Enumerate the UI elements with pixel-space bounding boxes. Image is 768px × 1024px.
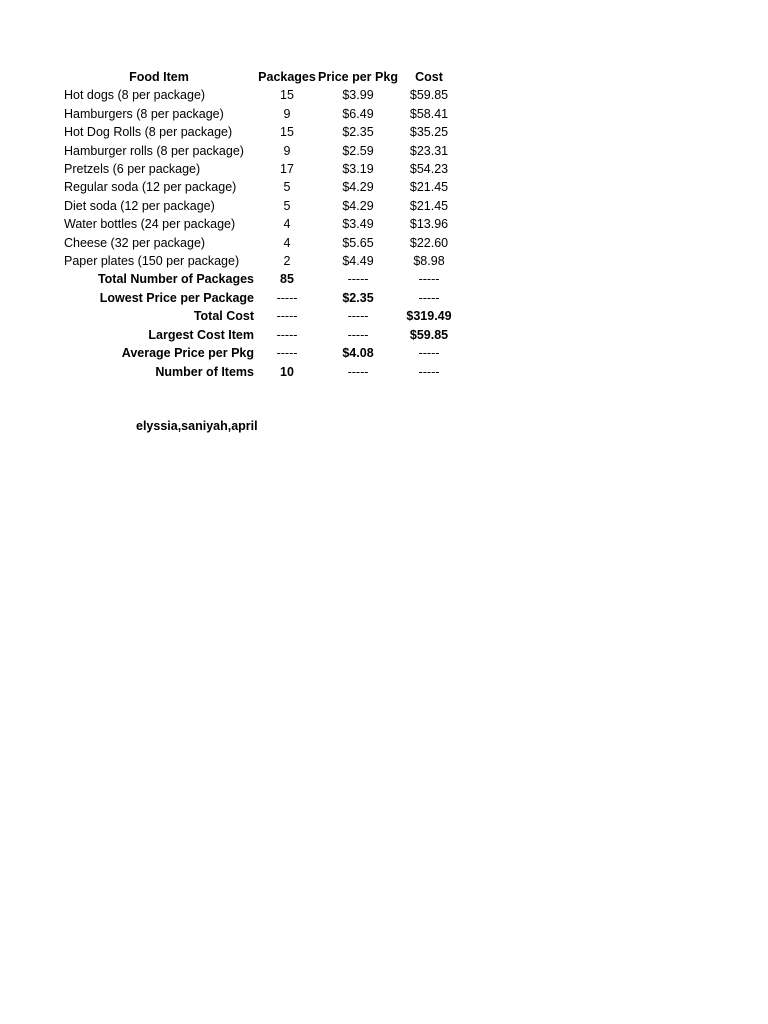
summary-label: Total Number of Packages xyxy=(97,272,254,287)
summary-cost: $319.49 xyxy=(406,309,452,324)
cell-cost: $54.23 xyxy=(409,162,449,177)
table-row xyxy=(60,123,458,141)
summary-cost: ----- xyxy=(418,364,440,379)
summary-cost: ----- xyxy=(418,290,440,305)
cell-item: Regular soda (12 per package) xyxy=(64,180,237,195)
cell-cost: $21.45 xyxy=(409,198,449,213)
cell-price: $2.59 xyxy=(342,143,374,158)
summary-cost: ----- xyxy=(418,346,440,361)
cell-price: $5.65 xyxy=(342,235,374,250)
summary-price: ----- xyxy=(347,327,369,342)
summary-row-total-cost xyxy=(60,307,458,325)
summary-price: $2.35 xyxy=(342,290,374,305)
table-row xyxy=(60,86,458,104)
cell-packages: 2 xyxy=(283,254,291,269)
table-row xyxy=(60,215,458,233)
cell-cost: $21.45 xyxy=(409,180,449,195)
summary-packages: ----- xyxy=(276,309,298,324)
summary-price: ----- xyxy=(347,309,369,324)
cell-packages: 17 xyxy=(280,162,294,177)
summary-price: ----- xyxy=(347,364,369,379)
summary-packages: ----- xyxy=(276,327,298,342)
table-row xyxy=(60,197,458,215)
summary-row-lowest-price xyxy=(60,289,458,307)
summary-row-total-packages xyxy=(60,270,458,288)
cell-item: Diet soda (12 per package) xyxy=(64,198,215,213)
cell-packages: 9 xyxy=(283,143,291,158)
cell-price: $4.29 xyxy=(342,180,374,195)
header-price-per-pkg: Price per Pkg xyxy=(318,70,398,84)
cell-item: Hamburger rolls (8 per package) xyxy=(64,143,244,158)
cell-item: Hot dogs (8 per package) xyxy=(64,88,206,103)
summary-label: Number of Items xyxy=(155,364,254,379)
summary-cost: ----- xyxy=(418,272,440,287)
cell-packages: 15 xyxy=(280,125,294,140)
cell-packages: 15 xyxy=(280,88,294,103)
table-row xyxy=(60,105,458,123)
cell-price: $3.99 xyxy=(342,88,374,103)
header-packages: Packages xyxy=(258,70,316,84)
cell-packages: 4 xyxy=(283,217,291,232)
table-row xyxy=(60,252,458,270)
cell-cost: $23.31 xyxy=(409,143,449,158)
author-names: elyssia,saniyah,april xyxy=(136,419,258,433)
food-cost-table xyxy=(60,68,458,381)
summary-packages: 85 xyxy=(280,272,294,287)
cell-price: $2.35 xyxy=(342,125,374,140)
cell-cost: $59.85 xyxy=(409,88,449,103)
cell-cost: $35.25 xyxy=(409,125,449,140)
summary-label: Lowest Price per Package xyxy=(99,290,254,305)
cell-packages: 5 xyxy=(283,180,291,195)
summary-packages: 10 xyxy=(280,364,294,379)
table-row xyxy=(60,178,458,196)
cell-price: $3.19 xyxy=(342,162,374,177)
cell-packages: 9 xyxy=(283,106,291,121)
cell-cost: $22.60 xyxy=(409,235,449,250)
cell-item: Paper plates (150 per package) xyxy=(64,254,240,269)
cell-price: $4.49 xyxy=(342,254,374,269)
header-cost: Cost xyxy=(415,70,443,84)
cell-cost: $8.98 xyxy=(413,254,445,269)
summary-cost: $59.85 xyxy=(409,327,449,342)
header-row xyxy=(60,68,458,86)
cell-price: $3.49 xyxy=(342,217,374,232)
summary-packages: ----- xyxy=(276,290,298,305)
table-row xyxy=(60,234,458,252)
cell-price: $6.49 xyxy=(342,106,374,121)
summary-row-number-of-items xyxy=(60,363,458,381)
summary-price: ----- xyxy=(347,272,369,287)
table-row xyxy=(60,142,458,160)
cell-cost: $58.41 xyxy=(409,106,449,121)
summary-row-average-price xyxy=(60,344,458,362)
cell-item: Water bottles (24 per package) xyxy=(64,217,236,232)
summary-label: Largest Cost Item xyxy=(148,327,254,342)
header-food-item: Food Item xyxy=(129,70,189,84)
cell-item: Cheese (32 per package) xyxy=(64,235,206,250)
spreadsheet xyxy=(60,68,458,381)
cell-packages: 5 xyxy=(283,198,291,213)
cell-item: Pretzels (6 per package) xyxy=(64,162,201,177)
summary-row-largest-cost xyxy=(60,326,458,344)
summary-packages: ----- xyxy=(276,346,298,361)
cell-price: $4.29 xyxy=(342,198,374,213)
cell-item: Hot Dog Rolls (8 per package) xyxy=(64,125,233,140)
cell-cost: $13.96 xyxy=(409,217,449,232)
cell-item: Hamburgers (8 per package) xyxy=(64,106,224,121)
summary-label: Total Cost xyxy=(193,309,254,324)
summary-price: $4.08 xyxy=(342,346,374,361)
summary-label: Average Price per Pkg xyxy=(121,346,254,361)
table-row xyxy=(60,160,458,178)
cell-packages: 4 xyxy=(283,235,291,250)
